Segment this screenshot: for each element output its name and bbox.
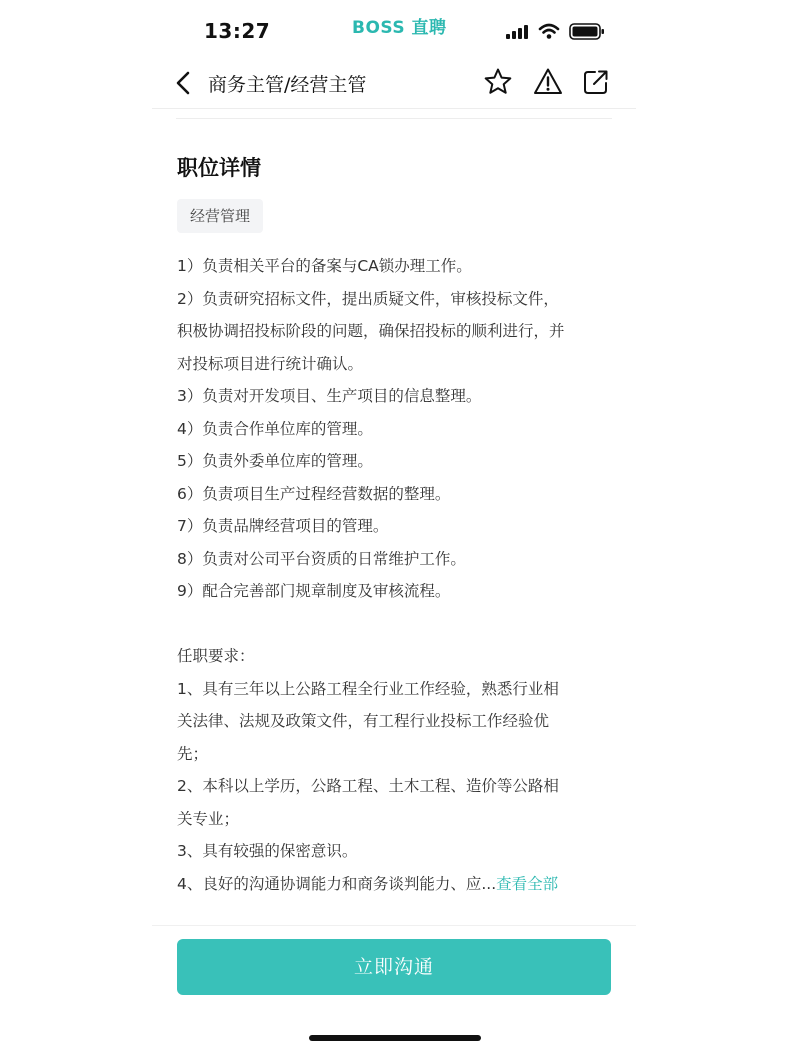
bottom-divider bbox=[152, 925, 636, 926]
description-line: 关专业； bbox=[177, 809, 240, 828]
description-line: 1、具有三年以上公路工程全行业工作经验，熟悉行业相 bbox=[177, 679, 559, 698]
description-line: 3）负责对开发项目、生产项目的信息整理。 bbox=[177, 387, 482, 405]
battery-icon bbox=[570, 24, 604, 39]
description-line: 2、本科以上学历，公路工程、土木工程、造价等公路相 bbox=[177, 777, 559, 795]
warning-icon[interactable] bbox=[532, 66, 564, 98]
status-icons bbox=[504, 22, 608, 42]
section-divider bbox=[176, 118, 612, 119]
truncated-text: 4、良好的沟通协调能力和商务谈判能力、应... bbox=[177, 874, 497, 893]
description-line: 对投标项目进行统计确认。 bbox=[177, 354, 364, 373]
description-line: 关法律、法规及政策文件，有工程行业投标工作经验优 bbox=[177, 712, 550, 730]
description-line: 1）负责相关平台的备案与CA锁办理工作。 bbox=[177, 257, 472, 275]
description-line: 4）负责合作单位库的管理。 bbox=[177, 419, 373, 438]
job-description bbox=[177, 250, 617, 900]
signal-icon bbox=[506, 25, 528, 39]
description-line: 8）负责对公司平台资质的日常维护工作。 bbox=[177, 549, 466, 568]
nav-bar bbox=[152, 60, 636, 108]
share-icon[interactable] bbox=[580, 66, 612, 98]
description-line: 6）负责项目生产过程经营数据的整理。 bbox=[177, 484, 451, 503]
description-line: 2）负责研究招标文件，提出质疑文件，审核投标文件， bbox=[177, 289, 559, 308]
wifi-icon bbox=[540, 25, 558, 39]
back-icon[interactable] bbox=[170, 68, 196, 98]
nav-divider bbox=[152, 108, 636, 109]
status-time: 13:27 bbox=[204, 19, 271, 43]
status-bar bbox=[0, 0, 788, 60]
category-tag: 经营管理 bbox=[177, 199, 263, 233]
star-icon[interactable] bbox=[482, 66, 514, 98]
section-title: 职位详情 bbox=[177, 156, 261, 180]
see-all-link[interactable]: 查看全部 bbox=[496, 874, 559, 893]
page-title: 商务主管/经营主管 bbox=[208, 74, 367, 96]
description-line: 3、具有较强的保密意识。 bbox=[177, 842, 358, 860]
status-brand: BOSS 直聘 bbox=[352, 18, 447, 38]
description-line: 积极协调招投标阶段的问题，确保招投标的顺利进行，并 bbox=[177, 322, 565, 340]
chat-now-button[interactable]: 立即沟通 bbox=[177, 939, 611, 995]
requirements-heading: 任职要求： bbox=[177, 647, 255, 665]
description-last-line bbox=[177, 868, 617, 901]
description-line: 9）配合完善部门规章制度及审核流程。 bbox=[177, 582, 451, 600]
description-line: 5）负责外委单位库的管理。 bbox=[177, 452, 373, 470]
description-line: 7）负责品牌经营项目的管理。 bbox=[177, 517, 389, 535]
description-gap bbox=[177, 608, 617, 641]
home-indicator bbox=[309, 1035, 481, 1041]
description-line: 先； bbox=[177, 744, 209, 763]
